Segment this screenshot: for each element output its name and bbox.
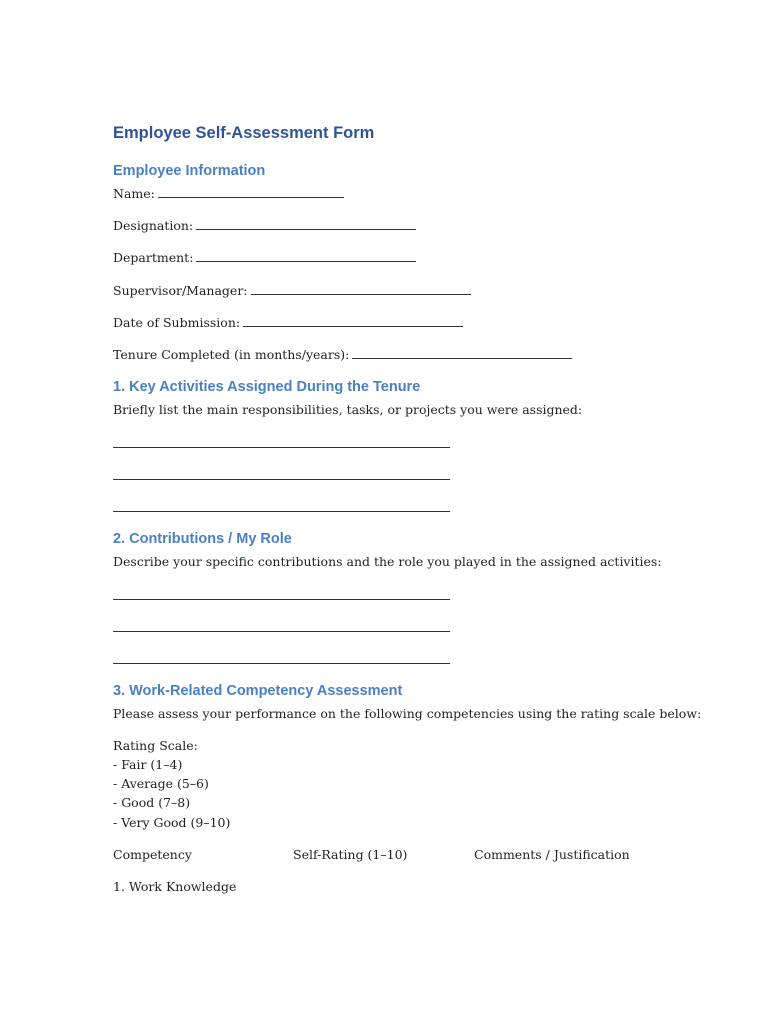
- section3-instruction: Please assess your performance on the following competencies using the rating scale below:: [113, 706, 702, 721]
- supervisor-label: Supervisor/Manager:: [113, 283, 248, 298]
- supervisor-field[interactable]: [113, 283, 471, 298]
- form-page: [113, 0, 713, 1024]
- name-field[interactable]: [113, 186, 344, 201]
- designation-field[interactable]: [113, 218, 416, 233]
- section1-answer-line[interactable]: [113, 510, 450, 512]
- department-field[interactable]: [113, 250, 416, 265]
- submission-date-field[interactable]: [113, 315, 463, 330]
- submission-date-label: Date of Submission:: [113, 315, 241, 330]
- rating-scale-item: - Fair (1–4): [113, 757, 183, 772]
- rating-scale-item: - Good (7–8): [113, 795, 191, 810]
- tenure-field[interactable]: [113, 347, 572, 362]
- submission-date-blank[interactable]: [243, 315, 463, 327]
- supervisor-blank[interactable]: [251, 283, 471, 295]
- tenure-blank[interactable]: [352, 347, 572, 359]
- section2-instruction: Describe your specific contributions and the role you played in the assigned activities:: [113, 554, 662, 569]
- table-header-comments: Comments / Justification: [474, 847, 630, 862]
- designation-label: Designation:: [113, 218, 194, 233]
- competency-row-label: 1. Work Knowledge: [113, 879, 237, 894]
- section1-answer-line[interactable]: [113, 478, 450, 480]
- rating-scale-label: Rating Scale:: [113, 738, 198, 753]
- section1-instruction: Briefly list the main responsibilities, tasks, or projects you were assigned:: [113, 402, 583, 417]
- table-header-self-rating: Self-Rating (1–10): [293, 847, 408, 862]
- name-label: Name:: [113, 186, 155, 201]
- department-blank[interactable]: [196, 250, 416, 262]
- section2-answer-line[interactable]: [113, 662, 450, 664]
- designation-blank[interactable]: [196, 218, 416, 230]
- section2-heading: 2. Contributions / My Role: [113, 531, 292, 547]
- section2-answer-line[interactable]: [113, 630, 450, 632]
- rating-scale-item: - Very Good (9–10): [113, 815, 231, 830]
- form-title: Employee Self-Assessment Form: [113, 124, 375, 142]
- department-label: Department:: [113, 250, 194, 265]
- section1-answer-line[interactable]: [113, 446, 450, 448]
- rating-scale-item: - Average (5–6): [113, 776, 209, 791]
- table-header-competency: Competency: [113, 847, 192, 862]
- tenure-label: Tenure Completed (in months/years):: [113, 347, 350, 362]
- section3-heading: 3. Work-Related Competency Assessment: [113, 683, 403, 699]
- section2-answer-line[interactable]: [113, 598, 450, 600]
- section1-heading: 1. Key Activities Assigned During the Tenure: [113, 379, 421, 395]
- employee-info-heading: Employee Information: [113, 163, 266, 179]
- name-blank[interactable]: [158, 186, 344, 198]
